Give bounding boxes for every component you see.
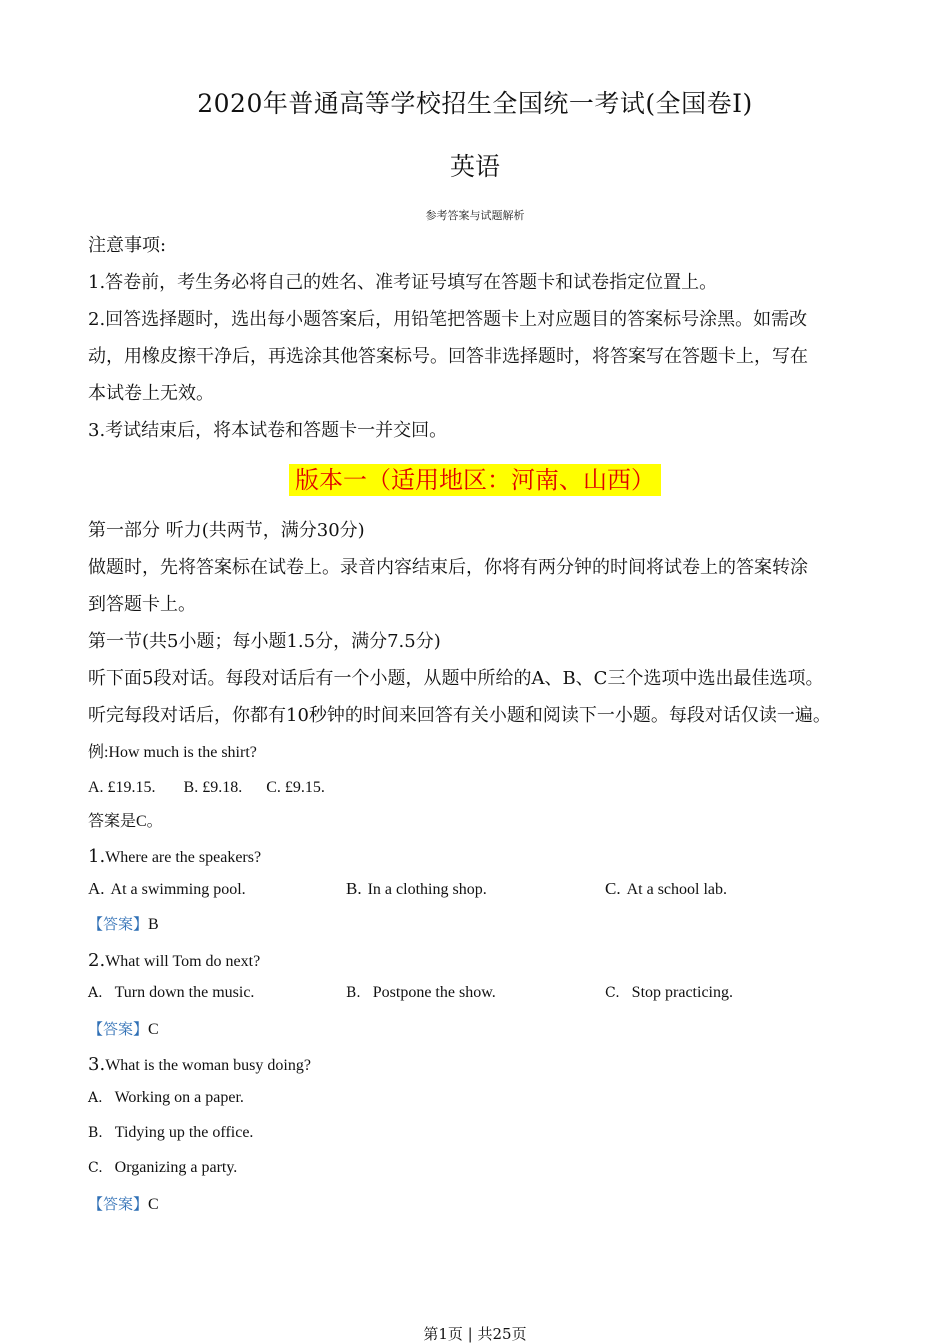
question-2 (88, 949, 260, 974)
option-text: At a swimming pool. (110, 881, 246, 898)
q1-option-c (605, 879, 727, 899)
q3-option-c (88, 1159, 237, 1177)
question-text: Where are the speakers? (105, 849, 262, 866)
notice-item-2: 2.回答选择题时，选出每小题答案后，用铅笔把答题卡上对应题目的答案标号涂黑。如需改 (88, 309, 808, 330)
question-number: 3. (88, 1054, 106, 1075)
page-footer: 第1页 | 共25页 (423, 1325, 527, 1343)
part1-instruction-1: 做题时，先将答案标在试卷上。录音内容结束后，你将有两分钟的时间将试卷上的答案转涂 (88, 557, 808, 578)
option-letter: A. (88, 1090, 103, 1106)
option-letter: B. (346, 879, 362, 898)
option-text: Postpone the show. (372, 984, 496, 1001)
subject-title: 英语 (449, 152, 500, 181)
answer-value: C (148, 1196, 159, 1213)
option-letter: A. (88, 985, 103, 1001)
question-text: What is the woman busy doing? (105, 1057, 311, 1074)
option-text: Organizing a party. (114, 1159, 238, 1176)
part1-instruction-4: 听完每段对话后，你都有10秒钟的时间来回答有关小题和阅读下一小题。每段对话仅读一遍。 (88, 705, 831, 726)
example-options: A. £19.15. B. £9.18. C. £9.15. (88, 779, 325, 796)
q3-answer (88, 1193, 159, 1214)
example-answer: 答案是C。 (88, 813, 163, 830)
option-text: At a school lab. (626, 881, 728, 898)
answer-value: B (148, 916, 159, 933)
option-letter: C. (88, 1160, 103, 1176)
reference-note: 参考答案与试题解析 (425, 209, 525, 222)
question-3 (88, 1053, 311, 1078)
section1-heading: 第一节(共5小题；每小题1.5分，满分7.5分) (88, 631, 441, 652)
question-number: 2. (88, 950, 106, 971)
answer-value: C (148, 1021, 159, 1038)
notice-item-1: 1.答卷前，考生务必将自己的姓名、准考证号填写在答题卡和试卷指定位置上。 (88, 272, 718, 293)
option-text: Tidying up the office. (114, 1124, 254, 1141)
exam-title: 2020年普通高等学校招生全国统一考试(全国卷Ⅰ) (197, 89, 753, 118)
part1-instruction-2: 到答题卡上。 (88, 594, 196, 615)
option-letter: C. (605, 879, 621, 898)
notice-heading: 注意事项: (88, 235, 167, 256)
option-letter: B. (346, 985, 361, 1001)
version-banner: 版本一（适用地区：河南、山西） (289, 464, 661, 496)
option-letter: B. (88, 1125, 103, 1141)
q2-option-a (88, 984, 254, 1002)
part1-instruction-3: 听下面5段对话。每段对话后有一个小题，从题中所给的A、B、C三个选项中选出最佳选项。 (88, 668, 824, 689)
option-text: In a clothing shop. (367, 881, 487, 898)
question-number: 1. (88, 846, 106, 867)
part1-heading: 第一部分 听力(共两节，满分30分) (88, 520, 365, 541)
q2-answer (88, 1018, 159, 1039)
notice-item-2-end: 本试卷上无效。 (88, 383, 214, 404)
option-letter: A. (88, 879, 105, 898)
q3-option-b (88, 1124, 253, 1142)
option-text: Stop practicing. (631, 984, 733, 1001)
version-banner-wrap (0, 464, 950, 496)
q1-option-a (88, 879, 246, 899)
q3-option-a (88, 1089, 244, 1107)
notice-item-3: 3.考试结束后，将本试卷和答题卡一并交回。 (88, 420, 448, 441)
option-letter: C. (605, 985, 620, 1001)
q1-answer (88, 913, 159, 934)
option-text: Working on a paper. (114, 1089, 244, 1106)
option-text: Turn down the music. (114, 984, 255, 1001)
answer-tag: 【答案】 (88, 1195, 149, 1213)
q2-option-c (605, 984, 733, 1002)
notice-item-2-cont: 动，用橡皮擦干净后，再选涂其他答案标号。回答非选择题时，将答案写在答题卡上，写在 (88, 346, 808, 367)
example-question: 例:How much is the shirt? (88, 744, 257, 761)
question-1 (88, 845, 261, 870)
q2-option-b (346, 984, 496, 1002)
question-text: What will Tom do next? (105, 953, 261, 970)
q1-option-b (346, 879, 487, 899)
answer-tag: 【答案】 (88, 915, 149, 933)
answer-tag: 【答案】 (88, 1020, 149, 1038)
